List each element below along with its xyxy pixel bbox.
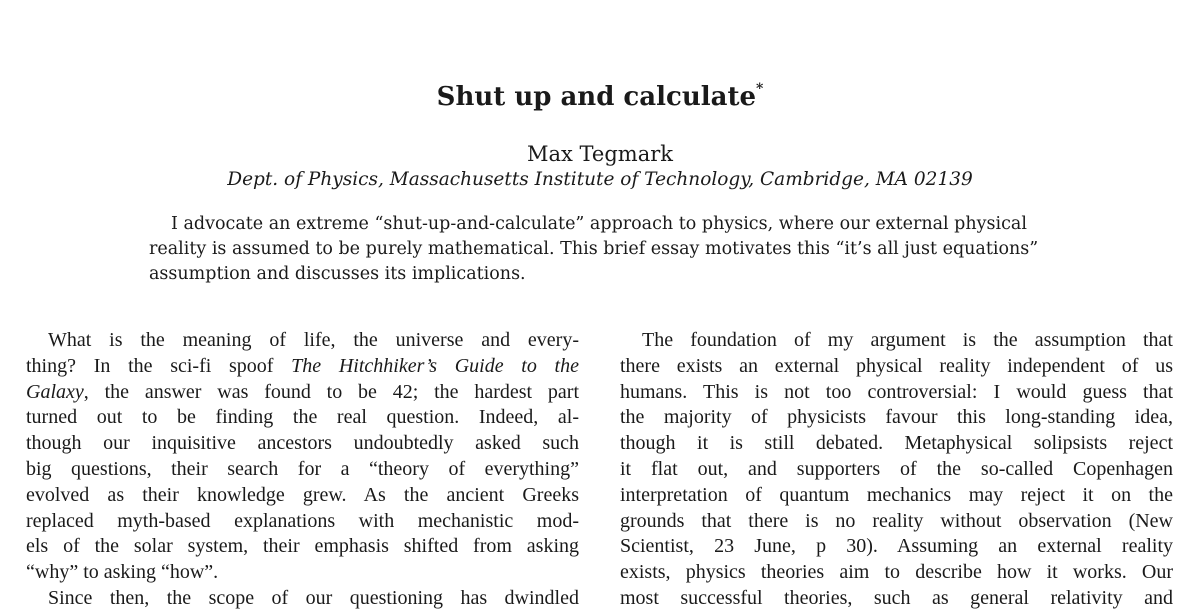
body-line: though our inquisitive ancestors undoubtedly asked such (26, 432, 579, 455)
body-line (26, 354, 579, 380)
body-line: “why” to asking “how”. (26, 561, 219, 584)
body-line: The foundation of my argument is the assumption that (642, 329, 1173, 351)
body-text: thing? In the sci-fi spoof (26, 354, 292, 377)
body-line: it flat out, and supporters of the so-called Copenhagen (620, 457, 1173, 480)
body-line (26, 380, 579, 406)
abstract-line: I advocate an extreme “shut-up-and-calculate” approach to physics, where our external physical (171, 214, 1027, 234)
body-line: What is the meaning of life, the universe and every- (48, 329, 579, 351)
book-title-italic: Galaxy (26, 380, 84, 403)
body-line: the majority of physicists favour this long-standing idea, (620, 406, 1173, 429)
abstract (149, 212, 1055, 287)
body-line: exists, physics theories aim to describe how it works. Our (620, 561, 1173, 584)
body-line: there exists an external physical reality independent of us (620, 354, 1173, 377)
body-line: humans. This is not too controversial: I would guess that (620, 380, 1173, 403)
right-column (620, 328, 1173, 612)
body-text: , the answer was found to be 42; the hardest part (83, 380, 579, 403)
title-footnote-mark: * (756, 81, 764, 98)
body-line: Since then, the scope of our questioning has dwindled (48, 586, 579, 609)
body-line: evolved as their knowledge grew. As the ancient Greeks (26, 483, 579, 506)
body-line: replaced myth-based explanations with mechanistic mod- (26, 509, 579, 532)
body-line: though it is still debated. Metaphysical solipsists reject (620, 432, 1173, 455)
author-affiliation: Dept. of Physics, Massachusetts Institute of Technology, Cambridge, MA 02139 (227, 169, 973, 190)
body-line: turned out to be finding the real question. Indeed, al- (26, 406, 579, 429)
paper-title (0, 82, 1200, 112)
title-text: Shut up and calculate (436, 82, 756, 112)
body-line: most successful theories, such as general relativity and (620, 586, 1173, 609)
body-line: big questions, their search for a “theory of everything” (26, 457, 579, 480)
author-name: Max Tegmark (527, 142, 673, 166)
body-line: interpretation of quantum mechanics may reject it on the (620, 483, 1173, 506)
body-line: grounds that there is no reality without observation (New (620, 509, 1173, 532)
left-column (26, 328, 579, 612)
book-title-italic: The Hitchhiker’s Guide to the (291, 354, 579, 377)
abstract-line: reality is assumed to be purely mathematical. This brief essay motivates this “it’s all just equations” (149, 239, 1039, 259)
body-line: Scientist, 23 June, p 30). Assuming an external reality (620, 535, 1173, 558)
body-line: els of the solar system, their emphasis shifted from asking (26, 535, 579, 558)
abstract-line: assumption and discusses its implications. (149, 264, 526, 284)
